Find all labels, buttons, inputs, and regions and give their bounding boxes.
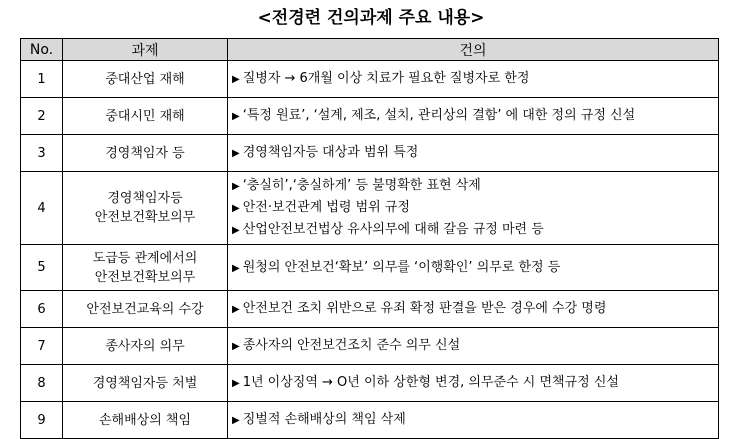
opinion-text: 원청의 안전보건‘확보’ 의무를 ‘이행확인’ 의무로 한정 등 [242, 259, 561, 275]
triangle-bullet-icon: ▶ [232, 74, 240, 85]
row-number: 1 [21, 61, 63, 98]
opinion-cell [228, 98, 719, 135]
task-text: 종사자의 의무 [105, 338, 185, 354]
table-row [21, 365, 719, 402]
task-text: 안전보건확보의무 [94, 210, 196, 225]
triangle-bullet-icon: ▶ [232, 304, 240, 315]
task-cell [63, 245, 228, 291]
row-number: 5 [21, 245, 63, 291]
table-header-row [21, 39, 719, 61]
task-text: 안전보건확보의무 [94, 269, 196, 285]
opinion-cell [228, 172, 719, 245]
task-cell [63, 328, 228, 365]
row-number: 4 [21, 172, 63, 245]
header-opinion: 건의 [228, 39, 719, 61]
triangle-bullet-icon: ▶ [232, 148, 240, 159]
task-text: 안전보건교육의 수강 [86, 301, 204, 317]
row-number: 2 [21, 98, 63, 135]
triangle-bullet-icon: ▶ [232, 225, 240, 236]
opinion-item [232, 372, 718, 394]
task-text: 손해배상의 책임 [98, 412, 192, 428]
task-cell [63, 172, 228, 245]
opinion-item [232, 175, 718, 197]
task-cell [63, 61, 228, 98]
task-cell [63, 135, 228, 172]
row-number: 9 [21, 402, 63, 439]
opinion-text: 안전보건 조치 위반으로 유죄 확정 판결을 받은 경우에 수강 명령 [242, 301, 607, 316]
task-cell [63, 402, 228, 439]
opinion-text: ‘특정 원료’, ‘설계, 제조, 설치, 관리상의 결함’ 에 대한 정의 규정 신설 [242, 108, 636, 123]
triangle-bullet-icon: ▶ [232, 203, 240, 214]
task-text: 중대시민 재해 [105, 108, 185, 124]
opinion-item [232, 68, 718, 90]
task-text: 경영책임자등 [107, 191, 183, 206]
opinion-text: 종사자의 안전보건조치 준수 의무 신설 [242, 338, 461, 353]
opinion-item [232, 197, 718, 219]
task-text: 경영책임자 등 [105, 145, 185, 161]
opinion-item [232, 335, 718, 357]
table-row [21, 61, 719, 98]
table-row [21, 172, 719, 245]
opinion-cell [228, 365, 719, 402]
opinion-cell [228, 61, 719, 98]
row-number: 7 [21, 328, 63, 365]
triangle-bullet-icon: ▶ [232, 181, 240, 192]
opinion-item [232, 298, 718, 320]
triangle-bullet-icon: ▶ [232, 341, 240, 352]
proposal-table [20, 38, 719, 439]
opinion-text: 징벌적 손해배상의 책임 삭제 [242, 412, 406, 427]
row-number: 8 [21, 365, 63, 402]
table-row [21, 328, 719, 365]
triangle-bullet-icon: ▶ [232, 415, 240, 426]
task-text: 경영책임자등 처벌 [92, 375, 198, 391]
task-cell [63, 98, 228, 135]
table-row [21, 245, 719, 291]
header-no: No. [21, 39, 63, 61]
opinion-cell [228, 291, 719, 328]
table-row [21, 135, 719, 172]
opinion-item [232, 105, 718, 127]
opinion-text: 질병자 → 6개월 이상 치료가 필요한 질병자로 한정 [242, 71, 530, 86]
triangle-bullet-icon: ▶ [232, 262, 240, 274]
opinion-item [232, 219, 718, 241]
task-cell [63, 365, 228, 402]
task-text: 중대산업 재해 [105, 71, 185, 87]
opinion-item [232, 409, 718, 431]
opinion-cell [228, 328, 719, 365]
table-body [21, 61, 719, 439]
opinion-cell [228, 245, 719, 291]
opinion-text: ‘충실히’,‘충실하게’ 등 불명확한 표현 삭제 [242, 178, 481, 193]
task-cell [63, 291, 228, 328]
triangle-bullet-icon: ▶ [232, 111, 240, 122]
opinion-cell [228, 402, 719, 439]
opinion-item [232, 257, 718, 279]
opinion-cell [228, 135, 719, 172]
opinion-text: 안전·보건관계 법령 범위 규정 [242, 200, 410, 215]
triangle-bullet-icon: ▶ [232, 378, 240, 389]
document-title: <전경련 건의과제 주요 내용> [257, 8, 485, 28]
task-text: 도급등 관계에서의 [92, 250, 198, 266]
header-task: 과제 [63, 39, 228, 61]
table-row [21, 98, 719, 135]
opinion-text: 1년 이상징역 → O년 이하 상한형 변경, 의무준수 시 면책규정 신설 [242, 375, 619, 390]
row-number: 3 [21, 135, 63, 172]
table-row [21, 402, 719, 439]
opinion-item [232, 142, 718, 164]
opinion-text: 경영책임자등 대상과 범위 특정 [242, 145, 419, 160]
table-row [21, 291, 719, 328]
opinion-text: 산업안전보건법상 유사의무에 대해 갈음 규정 마련 등 [242, 222, 544, 237]
row-number: 6 [21, 291, 63, 328]
